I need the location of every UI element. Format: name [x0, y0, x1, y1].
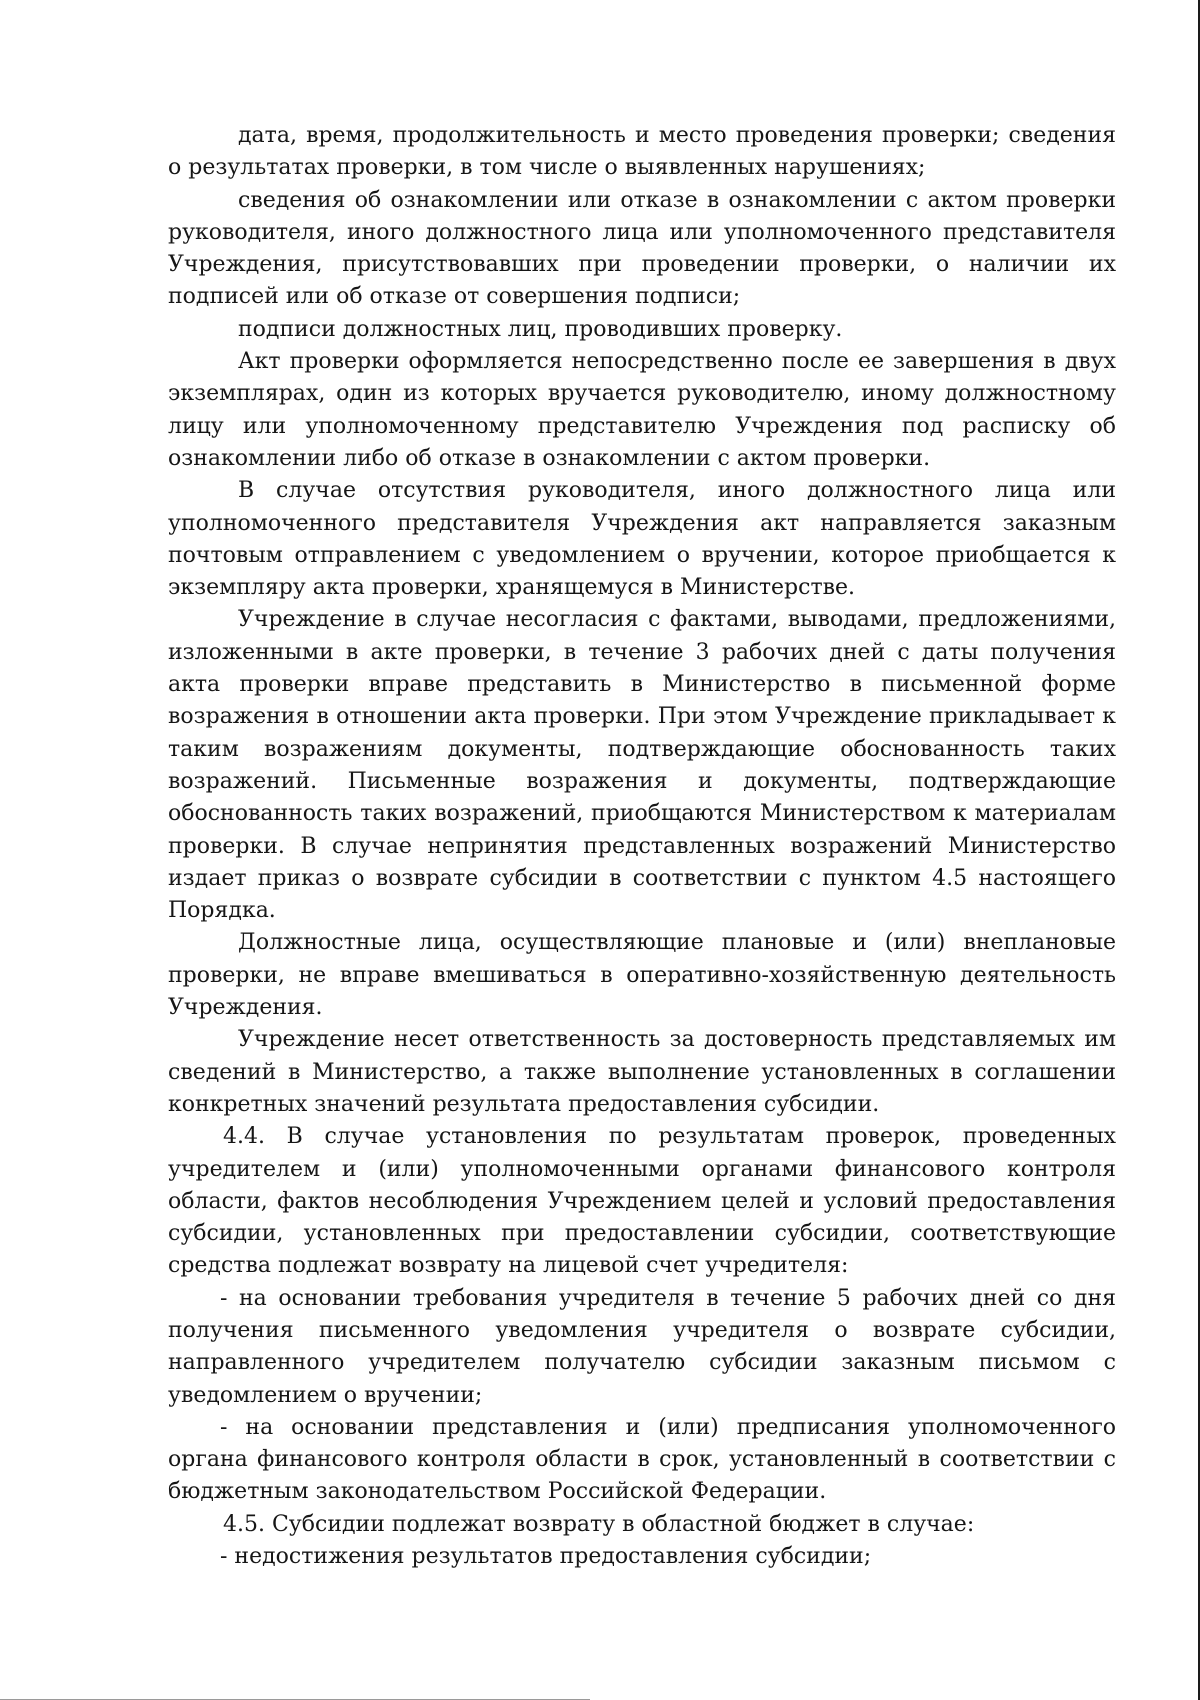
paragraph-objections: Учреждение в случае несогласия с фактами, выводами, предложениями, изложенными в акте проверки, в течение 3 рабочих дней с даты получения акта проверки вправе представить в Министерство в письменной форме возражения в отношении акта проверки. При этом Учреждение прикладывает к таким возражениям документы, подтверждающие обоснованность таких возражений. Письменные возражения и документы, подтверждающие обоснованность таких возражений, приобщаются Министерством к материалам проверки. В случае непринятия представленных возражений Министерство издает приказ о возврате субсидии в соответствии с пунктом 4.5 настоящего Порядка. [168, 607, 1116, 924]
paragraph-4-4: 4.4. В случае установления по результатам проверок, проведенных учредителем и (или) уполномоченными органами финансового контроля области, фактов несоблюдения Учреждением целей и условий предоставления субсидии, установленных при предоставлении субсидии, соответствующие средства подлежат возврату на лицевой счет учредителя: [168, 1124, 1116, 1279]
paragraph-act-execution: Акт проверки оформляется непосредственно после ее завершения в двух экземплярах, один из которых вручается руководителю, иному должностному лицу или уполномоченному представителю Учреждения под расписку об ознакомлении либо об отказе в ознакомлении с актом проверки. [168, 349, 1116, 471]
list-item-results-not-achieved: - недостижения результатов предоставления субсидии; [220, 1544, 872, 1570]
paragraph-signatures: подписи должностных лиц, проводивших проверку. [238, 316, 843, 342]
paragraph-4-5: 4.5. Субсидии подлежат возврату в областной бюджет в случае: [223, 1511, 975, 1537]
paragraph-responsibility: Учреждение несет ответственность за достоверность представляемых им сведений в Министерство, а также выполнение установленных в соглашении конкретных значений результата предоставления субсидии. [168, 1027, 1116, 1117]
list-item-control-order: - на основании представления и (или) предписания уполномоченного органа финансового контроля области в срок, установленный в соответствии с бюджетным законодательством Российской Федерации. [168, 1414, 1116, 1505]
document-body [168, 120, 1116, 1573]
list-item-founder-requirement: - на основании требования учредителя в течение 5 рабочих дней со дня получения письменного уведомления учредителя о возврате субсидии, направленного учредителем получателю субсидии заказным письмом с уведомлением о вручении; [168, 1285, 1116, 1408]
paragraph-officials-restriction: Должностные лица, осуществляющие плановые и (или) внеплановые проверки, не вправе вмешиваться в оперативно-хозяйственную деятельность Учреждения. [168, 930, 1116, 1021]
paragraph-acquaintance-info: сведения об ознакомлении или отказе в ознакомлении с актом проверки руководителя, иного должностного лица или уполномоченного представителя Учреждения, присутствовавших при проведении проверки, о наличии их подписей или об отказе от совершения подписи; [168, 187, 1116, 310]
paragraph-inspection-date: дата, время, продолжительность и место проведения проверки; сведения о результатах проверки, в том числе о выявленных нарушениях; [168, 123, 1116, 181]
paragraph-absence-case: В случае отсутствия руководителя, иного должностного лица или уполномоченного представителя Учреждения акт направляется заказным почтовым отправлением с уведомлением о вручении, которое приобщается к экземпляру акта проверки, хранящемуся в Министерстве. [168, 478, 1116, 601]
